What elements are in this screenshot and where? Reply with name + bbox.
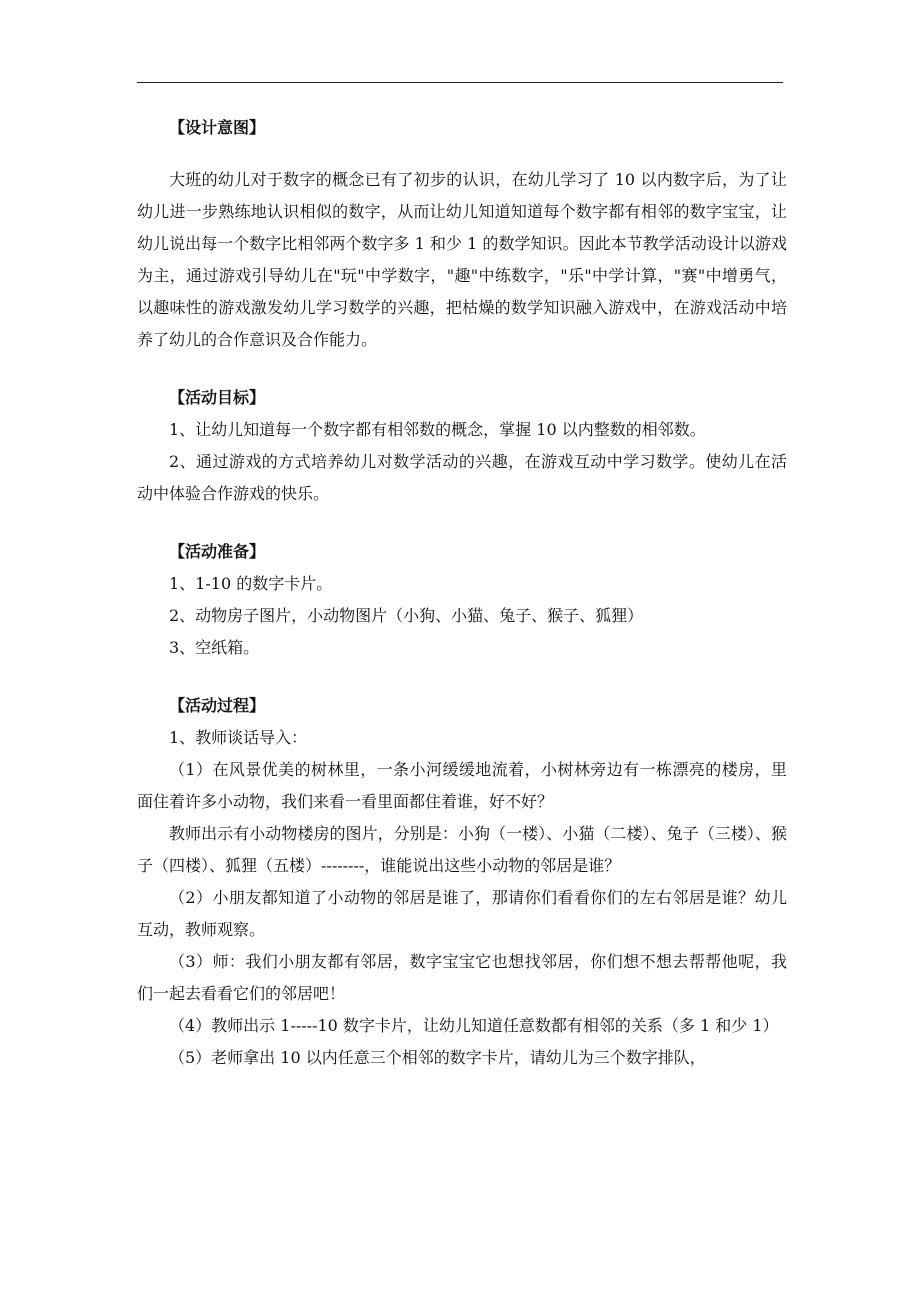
section-activity-preparation bbox=[137, 536, 787, 664]
paragraph: 大班的幼儿对于数字的概念已有了初步的认识，在幼儿学习了 10 以内数字后，为了让幼儿进一步熟练地认识相似的数字，从而让幼儿知道知道每个数字都有相邻的数字宝宝，让幼儿说出每一个数字比相邻两个数字多 1 和少 1 的数学知识。因此本节教学活动设计以游戏为主，通过游戏引导幼儿在"玩"中学数字，"趣"中练数字，"乐"中学计算，"赛"中增勇气，以趣味性的游戏激发幼儿学习数学的兴趣，把枯燥的数学知识融入游戏中，在游戏活动中培养了幼儿的合作意识及合作能力。 bbox=[137, 170, 787, 349]
paragraph: 1、1-10 的数字卡片。 bbox=[169, 574, 333, 593]
paragraph: 1、让幼儿知道每一个数字都有相邻数的概念，掌握 10 以内整数的相邻数。 bbox=[169, 420, 706, 439]
paragraph: （3）师：我们小朋友都有邻居，数字宝宝它也想找邻居，你们想不想去帮帮他呢，我们一起去看看它们的邻居吧！ bbox=[137, 952, 787, 1003]
paragraph: （4）教师出示 1-----10 数字卡片，让幼儿知道任意数都有相邻的关系（多 1 和少 1） bbox=[169, 1016, 779, 1035]
section-heading: 【活动目标】 bbox=[169, 388, 266, 407]
document-body bbox=[137, 112, 787, 1074]
section-heading: 【设计意图】 bbox=[169, 118, 266, 137]
paragraph: （2）小朋友都知道了小动物的邻居是谁了，那请你们看看你们的左右邻居是谁？幼儿互动，教师观察。 bbox=[137, 888, 787, 939]
header-rule bbox=[137, 82, 783, 83]
section-heading: 【活动准备】 bbox=[169, 542, 266, 561]
paragraph: 2、通过游戏的方式培养幼儿对数学活动的兴趣，在游戏互动中学习数学。使幼儿在活动中体验合作游戏的快乐。 bbox=[137, 452, 787, 503]
section-design-intent bbox=[137, 112, 787, 356]
paragraph: （1）在风景优美的树林里，一条小河缓缓地流着，小树林旁边有一栋漂亮的楼房，里面住着许多小动物，我们来看一看里面都住着谁，好不好？ bbox=[137, 760, 787, 811]
section-activity-process bbox=[137, 690, 787, 1074]
paragraph: （5）老师拿出 10 以内任意三个相邻的数字卡片，请幼儿为三个数字排队， bbox=[169, 1048, 706, 1067]
paragraph: 2、动物房子图片，小动物图片（小狗、小猫、兔子、猴子、狐狸） bbox=[169, 606, 644, 625]
section-heading: 【活动过程】 bbox=[169, 696, 266, 715]
paragraph: 1、教师谈话导入： bbox=[169, 728, 308, 747]
section-activity-goals bbox=[137, 382, 787, 510]
paragraph: 3、空纸箱。 bbox=[169, 638, 260, 657]
paragraph: 教师出示有小动物楼房的图片，分别是：小狗（一楼）、小猫（二楼）、兔子（三楼）、猴子（四楼）、狐狸（五楼）--------，谁能说出这些小动物的邻居是谁？ bbox=[137, 824, 787, 875]
